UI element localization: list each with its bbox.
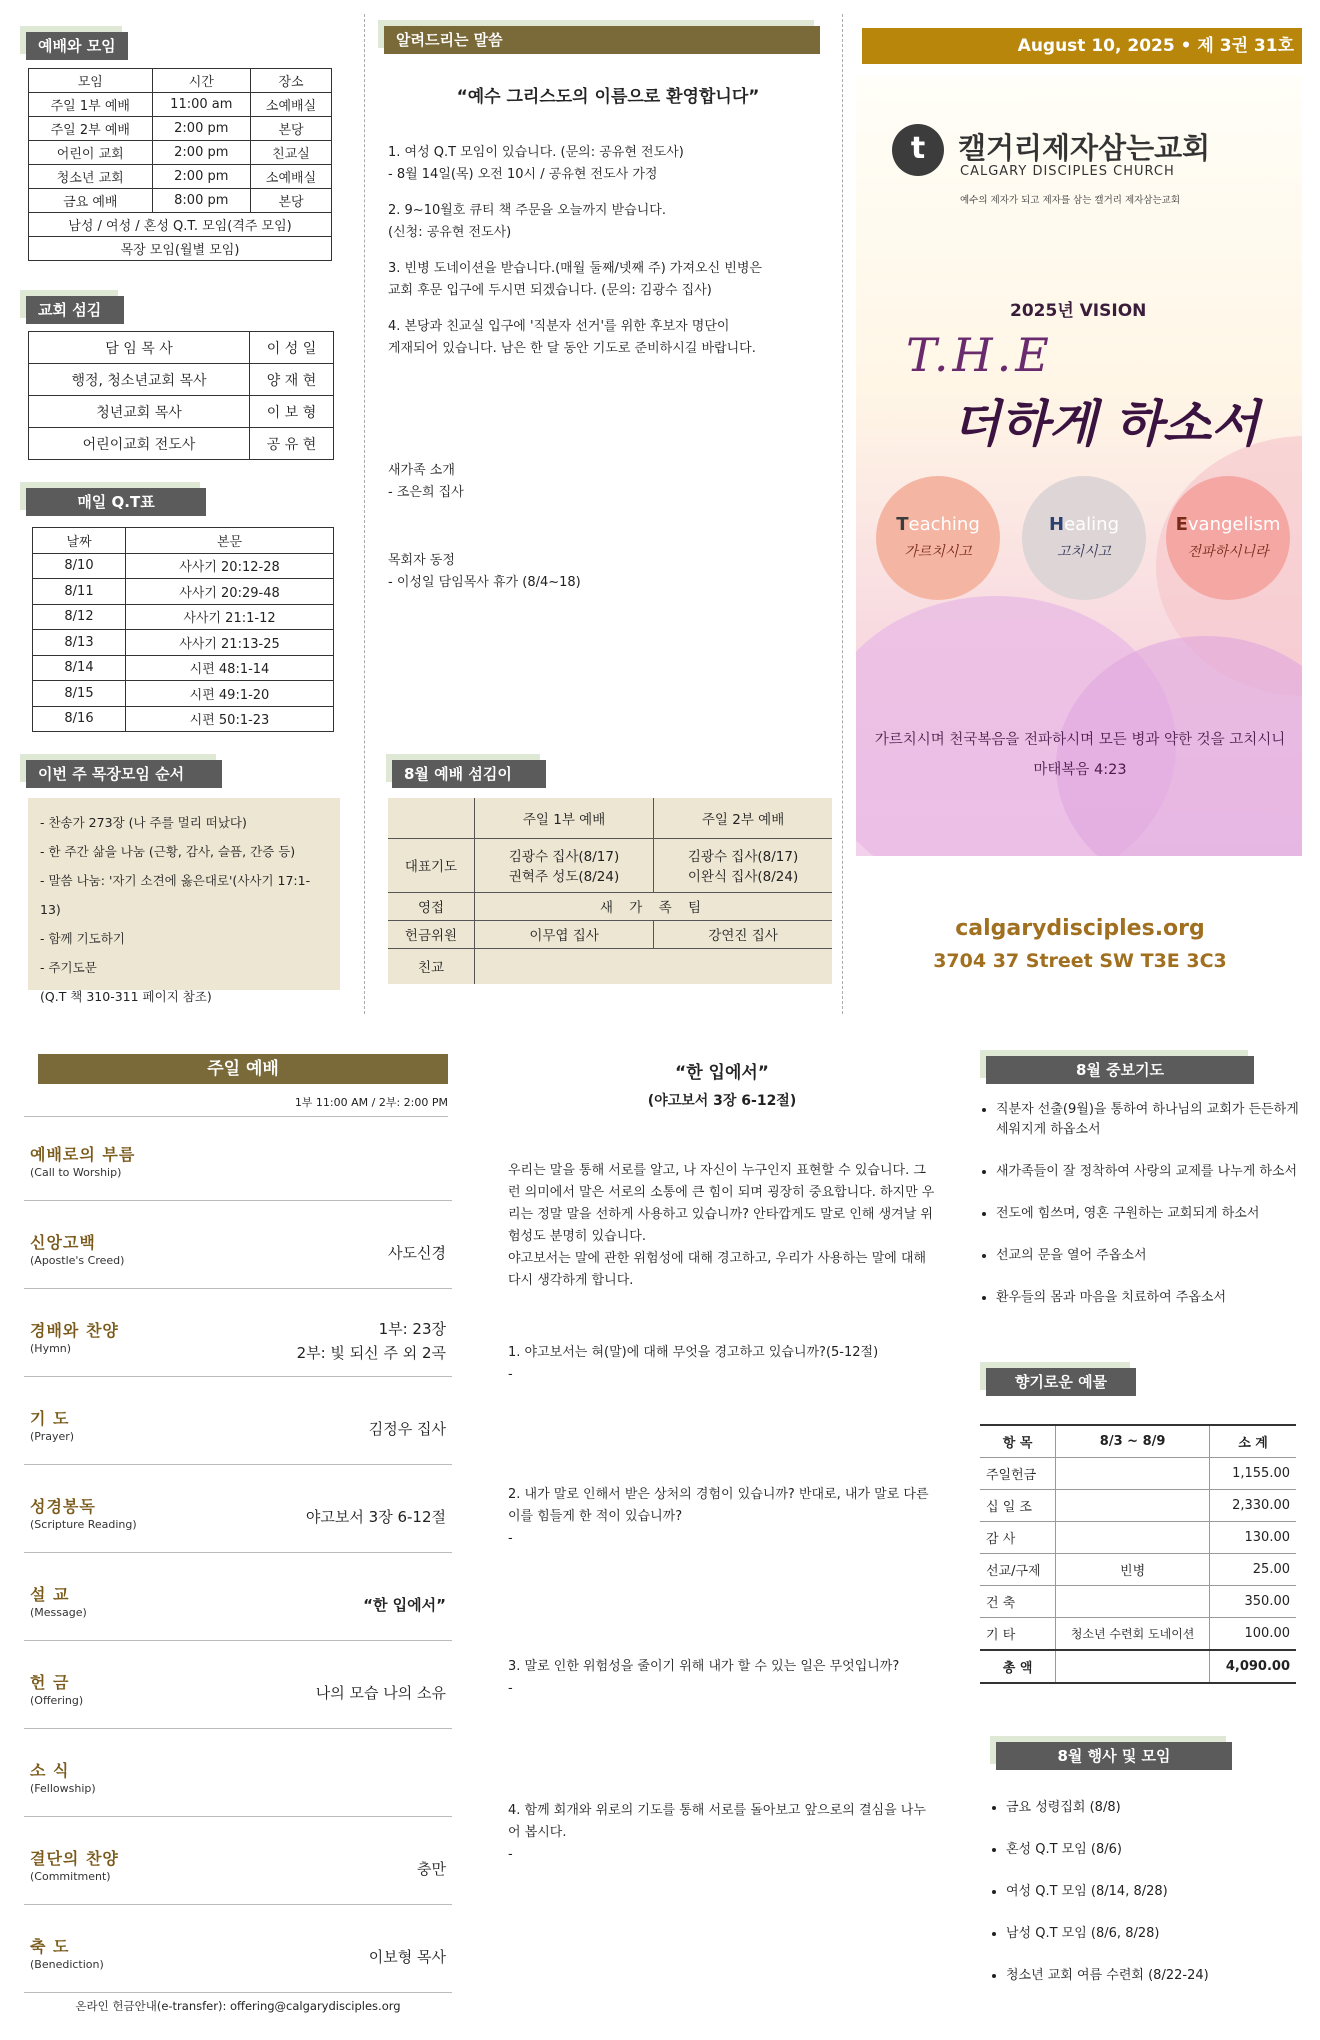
mokjang-header: 이번 주 목장모임 순서	[26, 760, 222, 788]
sermon-title: “한 입에서”	[675, 1063, 769, 1083]
online-offering: 온라인 헌금안내(e-transfer): offering@calgarydisciples.org	[75, 1999, 401, 2013]
pastor-news: 목회자 동정 - 이성일 담임목사 휴가 (8/4~18)	[388, 553, 581, 590]
service-item: 경배와 찬양 (Hymn) 1부: 23장 2부: 빛 되신 주 외 2곡	[24, 1290, 452, 1377]
events-header: 8월 행사 및 모임	[996, 1742, 1232, 1770]
announce-list: 1. 여성 Q.T 모임이 있습니다. (문의: 공유현 전도사) - 8월 14일(목) 오전 10시 / 공유현 전도사 가정 2. 9~10월호 큐티 책 주문을 오늘까지 받습니다. (신청: 공유현 전도사) 3. 빈병 도네이션을 받습니다.(매월 둘째/넷째 주) 가져오신 빈병은 교회 후문 입구에 두시면 되겠습니다. (문의: 김광수 집사) 4. 본당과 친교실 입구에 '직분자 선거'를 위한 후보자 명단이 게재되어 있습니다. 남은 한 달 동안 기도로 준비하시길 바랍니다.	[388, 145, 762, 356]
mokjang-box: - 찬송가 273장 (나 주를 멀리 떠났다) - 한 주간 삶을 나눔 (근황, 감사, 슬픔, 간증 등) - 말씀 나눔: '자기 소견에 옳은대로'(사사기 17:1-13) - 함께 기도하기 - 주기도문 (Q.T 책 310-311 페이지 참조)	[28, 798, 340, 990]
worship-table: 모임 시간 장소 주일 1부 예배 11:00 am 소예배실 주일 2부 예배 2:00 pm 본당 어린이 교회 2:00 pm 친교실 청소년 교회 2:00 pm 소예배실 금요 예배 8:00 pm 본당 남성 / 여성 / 혼성 Q.T. 모임(격주 모임) 목장 모임(월별 모임)	[28, 68, 332, 261]
welcome-text: “예수 그리스도의 이름으로 환영합니다”	[456, 87, 760, 107]
events-list: • 금요 성령집회 (8/8) • 혼성 Q.T 모임 (8/6) • 여성 Q.T 모임 (8/14, 8/28) • 남성 Q.T 모임 (8/6, 8/28) • 청소년 교회 여름 수련회 (8/22-24)	[988, 1798, 1306, 2008]
staff-header: 교회 섬김이	[26, 296, 124, 324]
qt-table: 날짜 본문 8/10 사사기 20:12-28 8/11 사사기 20:29-48 8/12 사사기 21:1-12 8/13 사사기 21:13-25 8/14 시편 48:1-14 8/15 시편 49:1-20 8/16 시편 50:1-23	[32, 527, 334, 732]
service-item: 축 도 (Benediction) 이보형 목사	[24, 1906, 452, 1993]
prayer-list: • 직분자 선출(9월)을 통하여 하나님의 교회가 든든하게 세워지게 하옵소서 • 새가족들이 잘 정착하여 사랑의 교제를 나누게 하소서 • 전도에 힘쓰며, 영혼 구원하는 교회되게 하소서 • 선교의 문을 열어 주옵소서 • 환우들의 몸과 마음을 치료하여 주옵소서	[978, 1100, 1306, 1330]
motto: 예수의 제자가 되고 제자를 삼는 캘거리 제자삼는교회	[960, 195, 1181, 206]
announce-header: 알려드리는 말씀	[384, 26, 820, 54]
vision-title: 2025년 VISION	[1010, 301, 1147, 321]
newfamily: 새가족 소개 - 조은희 집사	[388, 463, 464, 500]
service-item: 소 식 (Fellowship)	[24, 1730, 452, 1817]
question-2: 2. 내가 말로 인해서 받은 상처의 경험이 있습니까? 반대로, 내가 말로 다른 이를 힘들게 한 적이 있습니까? -	[508, 1487, 929, 1546]
service-item: 결단의 찬양 (Commitment) 충만	[24, 1818, 452, 1905]
servants-table: 주일 1부 예배 주일 2부 예배 대표기도 김광수 집사(8/17) 권혁주 성도(8/24) 김광수 집사(8/17) 이완식 집사(8/24) 영접 새 가 족 팀 헌금위원 이무엽 집사 강연진 집사 친교	[388, 798, 832, 984]
service-item: 기 도 (Prayer) 김정우 집사	[24, 1378, 452, 1465]
healing-circle: Healing 고치시고	[1022, 476, 1146, 600]
divider	[842, 14, 843, 1014]
sermon-intro: 우리는 말을 통해 서로를 알고, 나 자신이 누구인지 표현할 수 있습니다. 그런 의미에서 말은 서로의 소통에 큰 힘이 되며 굉장히 중요합니다. 하지만 우리는 정말 말을 선하게 사용하고 있습니까? 안타깝게도 말로 인해 생겨날 위험성도 분명히 있습니다. 야고보서는 말에 관한 위험성에 대해 경고하고, 우리가 사용하는 말에 대해 다시 생각하게 합니다.	[508, 1163, 935, 1288]
church-name-en: CALGARY DISCIPLES CHURCH	[960, 164, 1175, 179]
staff-table: 담 임 목 사 이 성 일 행정, 청소년교회 목사 양 재 현 청년교회 목사 이 보 형 어린이교회 전도사 공 유 현	[28, 331, 334, 460]
slogan: 더하게 하소서	[952, 394, 1260, 453]
worship-header: 예배와 모임	[26, 32, 128, 60]
evangelism-circle: Evangelism 전파하시니라	[1166, 476, 1290, 600]
service-item: 헌 금 (Offering) 나의 모습 나의 소유	[24, 1642, 452, 1729]
servants-header: 8월 예배 섬김이	[392, 760, 546, 788]
service-item: 성경봉독 (Scripture Reading) 야고보서 3장 6-12절	[24, 1466, 452, 1553]
divider	[364, 14, 365, 1014]
offering-table: 항 목 8/3 ~ 8/9 소 계 주일헌금 1,155.00 십 일 조 2,330.00 감 사 130.00 선교/구제 빈병 25.00 건 축 350.00 기 타 청소년 수련회 도네이션 100.00 총 액 4,090.00	[980, 1424, 1296, 1684]
teaching-circle: Teaching 가르치시고	[876, 476, 1000, 600]
service-item: 설 교 (Message) “한 입에서”	[24, 1554, 452, 1641]
service-header: 주일 예배	[38, 1054, 448, 1084]
verse-ref: 마태복음 4:23	[1033, 762, 1127, 778]
church-logo-icon: t	[892, 124, 944, 176]
service-time: 1부 11:00 AM / 2부: 2:00 PM	[24, 1094, 448, 1117]
verse: 가르치시며 천국복음을 전파하시며 모든 병과 약한 것을 고치시니	[874, 732, 1286, 748]
website-link[interactable]: calgarydisciples.org	[955, 916, 1205, 941]
question-1: 1. 야고보서는 혀(말)에 대해 무엇을 경고하고 있습니까?(5-12절) -	[508, 1345, 879, 1382]
date-banner: August 10, 2025 • 제 3권 31호	[862, 28, 1302, 64]
question-3: 3. 말로 인한 위험성을 줄이기 위해 내가 할 수 있는 일은 무엇입니까? -	[508, 1659, 900, 1696]
the-title: T.H.E	[906, 328, 1053, 382]
address: 3704 37 Street SW T3E 3C3	[933, 950, 1227, 972]
qt-header: 매일 Q.T표	[26, 488, 206, 516]
prayer-header: 8월 중보기도	[986, 1056, 1254, 1084]
service-item: 신앙고백 (Apostle's Creed) 사도신경	[24, 1202, 452, 1289]
offering-header: 향기로운 예물	[986, 1368, 1136, 1396]
service-item: 예배로의 부름 (Call to Worship)	[24, 1114, 452, 1201]
church-name-ko: 캘거리제자삼는교회	[958, 131, 1211, 165]
question-4: 4. 함께 회개와 위로의 기도를 통해 서로를 돌아보고 앞으로의 결심을 나누어 봅시다. -	[508, 1803, 926, 1862]
sermon-ref: (야고보서 3장 6-12절)	[647, 1093, 797, 1109]
